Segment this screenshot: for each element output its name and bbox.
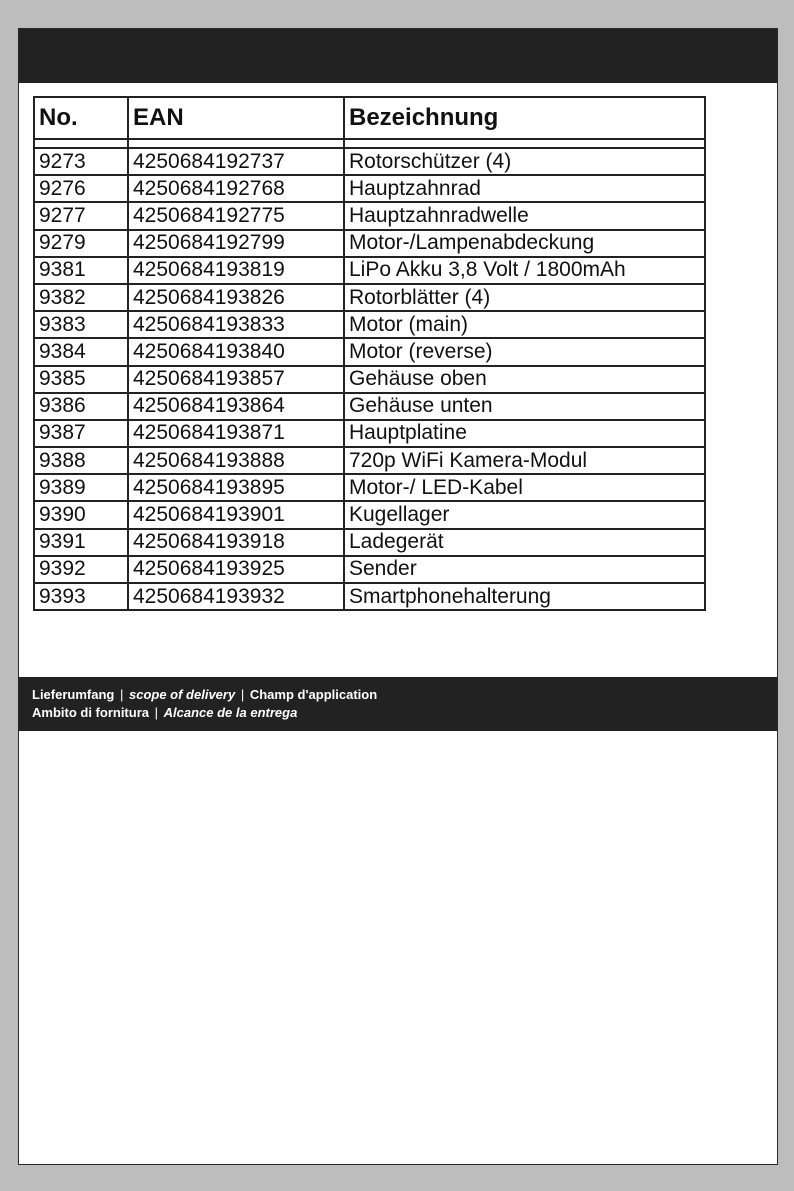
- cell-description: Gehäuse unten: [344, 393, 705, 420]
- document-page: [18, 28, 778, 1165]
- cell-description: LiPo Akku 3,8 Volt / 1800mAh: [344, 257, 705, 284]
- cell-ean: 4250684193833: [128, 311, 344, 338]
- cell-description: Gehäuse oben: [344, 366, 705, 393]
- cell-part-number: 9389: [34, 474, 128, 501]
- table-row: [34, 474, 705, 501]
- cell-description: 720p WiFi Kamera-Modul: [344, 447, 705, 474]
- cell-part-number: 9385: [34, 366, 128, 393]
- cell-part-number: 9382: [34, 284, 128, 311]
- cell-description: Rotorschützer (4): [344, 148, 705, 175]
- cell-description: Hauptzahnrad: [344, 175, 705, 202]
- cell-part-number: 9273: [34, 148, 128, 175]
- cell-ean: 4250684193918: [128, 529, 344, 556]
- cell-part-number: 9388: [34, 447, 128, 474]
- cell-part-number: 9392: [34, 556, 128, 583]
- cell-description: Sender: [344, 556, 705, 583]
- cell-part-number: 9387: [34, 420, 128, 447]
- table-row: [34, 393, 705, 420]
- cell-ean: 4250684193895: [128, 474, 344, 501]
- table-row: [34, 583, 705, 610]
- cell-ean: 4250684192799: [128, 230, 344, 257]
- cell-part-number: 9391: [34, 529, 128, 556]
- table-body: [34, 139, 705, 610]
- column-header-description: Bezeichnung: [344, 97, 705, 139]
- cell-ean: 4250684192775: [128, 202, 344, 229]
- parts-table: [33, 96, 706, 611]
- cell-ean: 4250684193901: [128, 501, 344, 528]
- header-spacer-row: [34, 139, 705, 148]
- cell-ean: 4250684192737: [128, 148, 344, 175]
- cell-part-number: 9383: [34, 311, 128, 338]
- cell-description: Smartphonehalterung: [344, 583, 705, 610]
- cell-ean: 4250684193888: [128, 447, 344, 474]
- cell-part-number: 9279: [34, 230, 128, 257]
- cell-part-number: 9390: [34, 501, 128, 528]
- label-alcance-de-la-entrega: Alcance de la entrega: [163, 705, 298, 720]
- cell-description: Motor-/ LED-Kabel: [344, 474, 705, 501]
- table-row: [34, 311, 705, 338]
- cell-description: Hauptplatine: [344, 420, 705, 447]
- table-row: [34, 148, 705, 175]
- delivery-line-1: [32, 686, 777, 704]
- cell-ean: 4250684193826: [128, 284, 344, 311]
- column-header-ean: EAN: [128, 97, 344, 139]
- label-ambito-di-fornitura: Ambito di fornitura: [32, 705, 149, 720]
- table-row: [34, 175, 705, 202]
- table-row: [34, 257, 705, 284]
- cell-description: Hauptzahnradwelle: [344, 202, 705, 229]
- separator: |: [240, 687, 245, 702]
- scope-of-delivery-band: [19, 677, 777, 731]
- label-lieferumfang: Lieferumfang: [32, 687, 115, 702]
- cell-ean: 4250684193871: [128, 420, 344, 447]
- table-row: [34, 338, 705, 365]
- table-row: [34, 230, 705, 257]
- cell-ean: 4250684193819: [128, 257, 344, 284]
- cell-part-number: 9393: [34, 583, 128, 610]
- table-row: [34, 366, 705, 393]
- table-row: [34, 447, 705, 474]
- separator: |: [119, 687, 124, 702]
- cell-part-number: 9386: [34, 393, 128, 420]
- cell-ean: 4250684193925: [128, 556, 344, 583]
- label-scope-of-delivery: scope of delivery: [128, 687, 236, 702]
- cell-ean: 4250684193840: [128, 338, 344, 365]
- column-header-no: No.: [34, 97, 128, 139]
- label-champ-d-application: Champ d'application: [249, 687, 378, 702]
- table-row: [34, 501, 705, 528]
- cell-description: Motor (main): [344, 311, 705, 338]
- delivery-line-2: [32, 704, 777, 722]
- table-row: [34, 284, 705, 311]
- cell-description: Motor (reverse): [344, 338, 705, 365]
- cell-part-number: 9277: [34, 202, 128, 229]
- table-row: [34, 556, 705, 583]
- cell-ean: 4250684193932: [128, 583, 344, 610]
- table-row: [34, 529, 705, 556]
- cell-ean: 4250684193857: [128, 366, 344, 393]
- cell-part-number: 9276: [34, 175, 128, 202]
- table-row: [34, 202, 705, 229]
- cell-ean: 4250684193864: [128, 393, 344, 420]
- cell-description: Ladegerät: [344, 529, 705, 556]
- header-band: [19, 29, 777, 83]
- table-header-row: [34, 97, 705, 139]
- cell-description: Rotorblätter (4): [344, 284, 705, 311]
- cell-part-number: 9384: [34, 338, 128, 365]
- cell-description: Motor-/Lampenabdeckung: [344, 230, 705, 257]
- table-row: [34, 420, 705, 447]
- cell-ean: 4250684192768: [128, 175, 344, 202]
- cell-part-number: 9381: [34, 257, 128, 284]
- separator: |: [154, 705, 159, 720]
- cell-description: Kugellager: [344, 501, 705, 528]
